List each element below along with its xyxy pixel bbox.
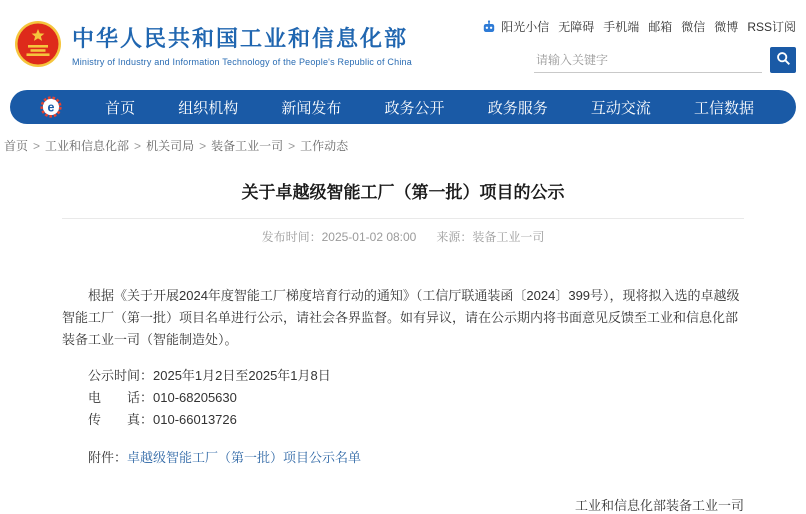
page-title: 关于卓越级智能工厂（第一批）项目的公示 (241, 183, 565, 202)
miit-logo-icon (40, 96, 62, 118)
top-link-accessibility[interactable]: 无障碍 (558, 20, 595, 34)
source-label: 来源： (436, 230, 473, 244)
breadcrumb-miit[interactable]: 工业和信息化部 (45, 139, 130, 153)
breadcrumb-separator: > (134, 139, 142, 153)
attachment-line (62, 447, 744, 469)
search-input[interactable] (534, 48, 762, 73)
top-link-mobile[interactable]: 手机端 (603, 20, 640, 34)
article-body (62, 285, 744, 514)
top-link-rss[interactable]: RSS订阅 (747, 20, 796, 34)
article-signature: 工业和信息化部装备工业一司 (574, 498, 744, 513)
title-divider (62, 218, 744, 219)
top-link-weibo[interactable]: 微博 (714, 20, 739, 34)
publish-time-label: 发布时间： (261, 230, 322, 244)
nav-item-home[interactable]: 首页 (105, 99, 136, 117)
breadcrumb-home[interactable]: 首页 (4, 139, 29, 153)
attachment-link[interactable]: 卓越级智能工厂（第一批）项目公示名单 (127, 450, 362, 465)
main-nav (10, 90, 796, 124)
breadcrumb-separator: > (33, 139, 41, 153)
source-value: 装备工业一司 (472, 230, 545, 244)
nav-item-gov-affairs[interactable]: 政务公开 (384, 99, 445, 117)
article (62, 178, 744, 514)
nav-item-news[interactable]: 新闻发布 (281, 99, 342, 117)
nav-item-organization[interactable]: 组织机构 (178, 99, 239, 117)
search-button[interactable] (770, 47, 796, 73)
breadcrumb (4, 137, 806, 154)
publish-info (62, 228, 744, 245)
breadcrumb-separator: > (199, 139, 207, 153)
assistant-robot-icon (482, 20, 496, 34)
site-subtitle: Ministry of Industry and Information Technology of the People's Republic of China (72, 56, 412, 67)
site-brand-text (72, 22, 412, 67)
nav-item-interaction[interactable]: 互动交流 (590, 99, 651, 117)
contact-info (62, 365, 744, 431)
site-title: 中华人民共和国工业和信息化部 (72, 25, 409, 51)
search-bar (534, 47, 796, 73)
breadcrumb-separator: > (288, 139, 296, 153)
notice-period: 公示时间：2025年1月2日至2025年1月8日 (88, 368, 331, 383)
top-link-sunshine-assistant[interactable]: 阳光小信 (501, 20, 550, 34)
breadcrumb-departments[interactable]: 机关司局 (146, 139, 195, 153)
top-link-mailbox[interactable]: 邮箱 (648, 20, 673, 34)
fax-line: 传 真：010-66013726 (88, 412, 237, 427)
attachment-label: 附件： (88, 450, 128, 465)
header-utility-area (501, 18, 796, 73)
nav-item-gov-services[interactable]: 政务服务 (487, 99, 548, 117)
breadcrumb-current: 工作动态 (300, 139, 349, 153)
search-icon (776, 51, 791, 69)
site-brand (14, 20, 412, 68)
national-emblem-icon (14, 20, 62, 68)
article-paragraph: 根据《关于开展2024年度智能工厂梯度培育行动的通知》（工信厅联通装函〔2024〕399号），现将拟入选的卓越级智能工厂（第一批）项目名单进行公示，请社会各界监督。如有异议，请在公示期内将书面意见反馈至工业和信息化部装备工业一司（智能制造处）。 (62, 288, 740, 347)
breadcrumb-equipment-dept[interactable]: 装备工业一司 (211, 139, 284, 153)
top-links-bar (501, 18, 796, 35)
phone-line: 电 话：010-68205630 (88, 390, 237, 405)
nav-item-data[interactable]: 工信数据 (693, 99, 754, 117)
top-link-wechat[interactable]: 微信 (681, 20, 706, 34)
site-header (0, 0, 806, 88)
svg-text:e: e (47, 100, 55, 115)
publish-time: 2025-01-02 08:00 (321, 230, 417, 244)
